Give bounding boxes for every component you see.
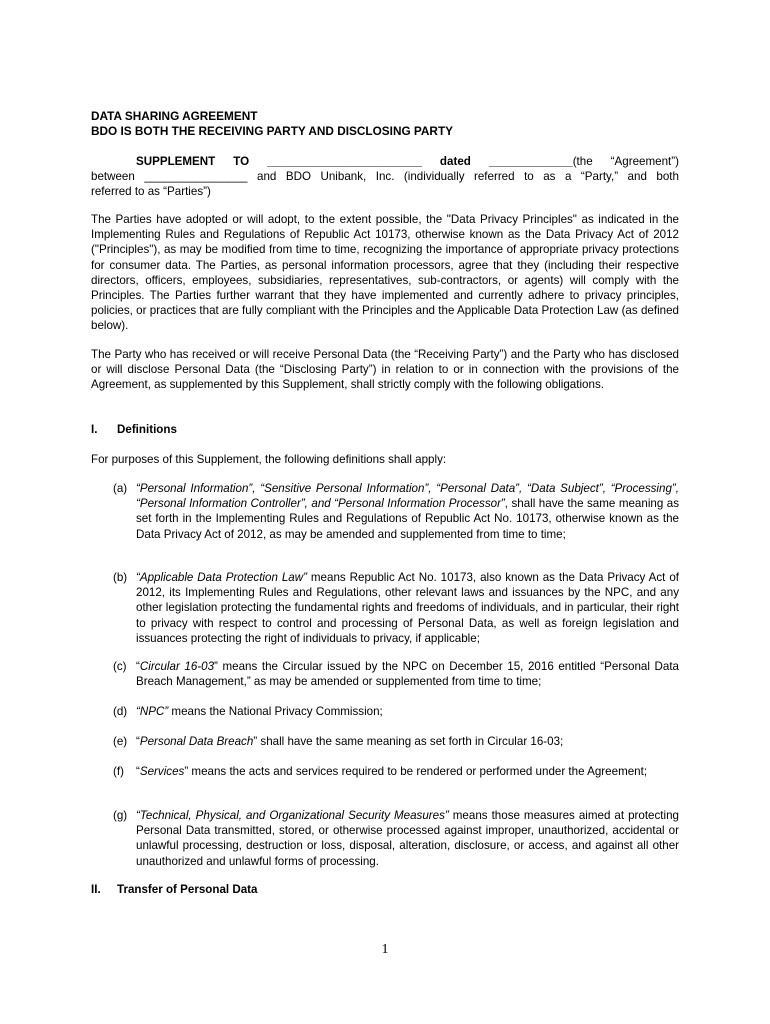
definition-item-c bbox=[113, 659, 679, 689]
definition-text: means the National Privacy Commission; bbox=[168, 705, 383, 718]
supplement-clause bbox=[91, 154, 679, 200]
definitions-intro: For purposes of this Supplement, the following definitions shall apply: bbox=[91, 453, 447, 466]
definition-text: ” shall have the same meaning as set forth in Circular 16-03; bbox=[253, 735, 564, 748]
party-name-blank: ________________ bbox=[144, 170, 248, 184]
item-label: (a) bbox=[113, 482, 128, 495]
supplement-line-1 bbox=[91, 154, 679, 169]
definition-text: , shall have the same meaning as set forth in the Implementing Rules and Regulations of Republic Act No. 10173, otherwise known as the Data Privacy Act of 2012, as may be amended and supplemented from time to time; bbox=[136, 497, 680, 541]
agreement-name-blank: ________________________ bbox=[267, 155, 422, 168]
page-number: 1 bbox=[381, 942, 389, 957]
defined-term: “Technical, Physical, and Organizational Security Measures” bbox=[136, 809, 449, 822]
supplement-line-3: referred to as “Parties”) bbox=[91, 185, 211, 199]
title-line-2: BDO IS BOTH THE RECEIVING PARTY AND DISCLOSING PARTY bbox=[91, 124, 454, 138]
item-label: (b) bbox=[113, 571, 128, 584]
defined-term: Personal Data Breach bbox=[139, 735, 254, 748]
date-blank: _____________ bbox=[488, 155, 573, 168]
section-heading-definitions bbox=[91, 422, 177, 437]
defined-term: “NPC” bbox=[136, 705, 169, 718]
section-number: II. bbox=[91, 883, 101, 896]
open-quote: “ bbox=[136, 735, 140, 748]
item-label: (c) bbox=[113, 660, 127, 673]
definition-text: ” means the acts and services required to be rendered or performed under the Agreement; bbox=[184, 765, 648, 778]
agreement-reference: (the “Agreement”) bbox=[572, 155, 679, 168]
dated-label: dated bbox=[439, 155, 471, 168]
definition-item-e bbox=[113, 734, 679, 749]
agreement-title bbox=[91, 109, 691, 139]
title-line-1: DATA SHARING AGREEMENT bbox=[91, 109, 258, 123]
section-number: I. bbox=[91, 423, 98, 436]
defined-term: Services bbox=[139, 765, 185, 778]
definition-item-g bbox=[113, 808, 679, 869]
defined-term: “Personal Information”, “Sensitive Personal Information”, “Personal Data”, “Data Subject”, “Processing”, “Personal Information Controller”, and “Personal Information Processor” bbox=[136, 482, 679, 511]
definition-text: means those measures aimed at protecting Personal Data transmitted, stored, or otherwise processed against improper, unauthorized, accidental or unlawful processing, destruction or loss, disposal, alteration, disclosure, or access, and against all other unauthorized and unlawful forms of processing. bbox=[136, 809, 679, 868]
supplement-line-2 bbox=[91, 169, 679, 184]
definition-item-a bbox=[113, 481, 679, 542]
open-quote: “ bbox=[136, 765, 140, 778]
item-label: (e) bbox=[113, 735, 128, 748]
between-label: between bbox=[91, 170, 135, 184]
principles-paragraph: The Parties have adopted or will adopt, to the extent possible, the "Data Privacy Principles" as indicated in the Implementing Rules and Regulations of Republic Act 10173, otherwise known as the Data Privacy Act of 2012 ("Principles"), as may be modified from time to time, recognizing the importance of appropriate privacy protections for consumer data. The Parties, as personal information processors, agree that they (including their respective directors, officers, employees, subsidiaries, representatives, sub-contractors, or agents) will comply with the Principles. The Parties further warrant that they have implemented and currently adhere to privacy principles, policies, or practices that are fully compliant with the Principles and the Applicable Data Protection Law (as defined below). bbox=[91, 213, 679, 333]
definition-item-f bbox=[113, 764, 679, 779]
section-heading-transfer bbox=[91, 882, 257, 897]
definition-item-b bbox=[113, 570, 679, 646]
supplement-label: SUPPLEMENT TO bbox=[136, 155, 250, 168]
defined-term: “Applicable Data Protection Law” bbox=[136, 571, 307, 584]
section-title: Transfer of Personal Data bbox=[117, 883, 258, 896]
item-label: (f) bbox=[113, 765, 124, 778]
parties-text: and BDO Unibank, Inc. (individually referred to as a “Party,” and both bbox=[257, 170, 679, 184]
defined-term: Circular 16-03 bbox=[139, 660, 215, 673]
definition-text: means Republic Act No. 10173, also known as the Data Privacy Act of 2012, its Implementing Rules and Regulations, other relevant laws and issuances by the NPC, and any other legislation protecting the fundamental rights and freedoms of individuals, and in particular, their right to privacy with respect to control and processing of Personal Data, as well as foreign legislation and issuances protecting the right of individuals to privacy, if applicable; bbox=[136, 571, 679, 645]
item-label: (d) bbox=[113, 705, 128, 718]
definition-text: ” means the Circular issued by the NPC on December 15, 2016 entitled “Personal Data Breach Management,” as may be amended or supplemented from time to time; bbox=[136, 660, 679, 689]
definition-item-d bbox=[113, 704, 679, 719]
obligations-paragraph: The Party who has received or will receive Personal Data (the “Receiving Party”) and the Party who has disclosed or will disclose Personal Data (the “Disclosing Party”) in relation to or in connection with the provisions of the Agreement, as supplemented by this Supplement, shall strictly comply with the following obligations. bbox=[91, 348, 679, 392]
open-quote: “ bbox=[136, 660, 140, 673]
item-label: (g) bbox=[113, 809, 128, 822]
section-title: Definitions bbox=[117, 423, 177, 436]
